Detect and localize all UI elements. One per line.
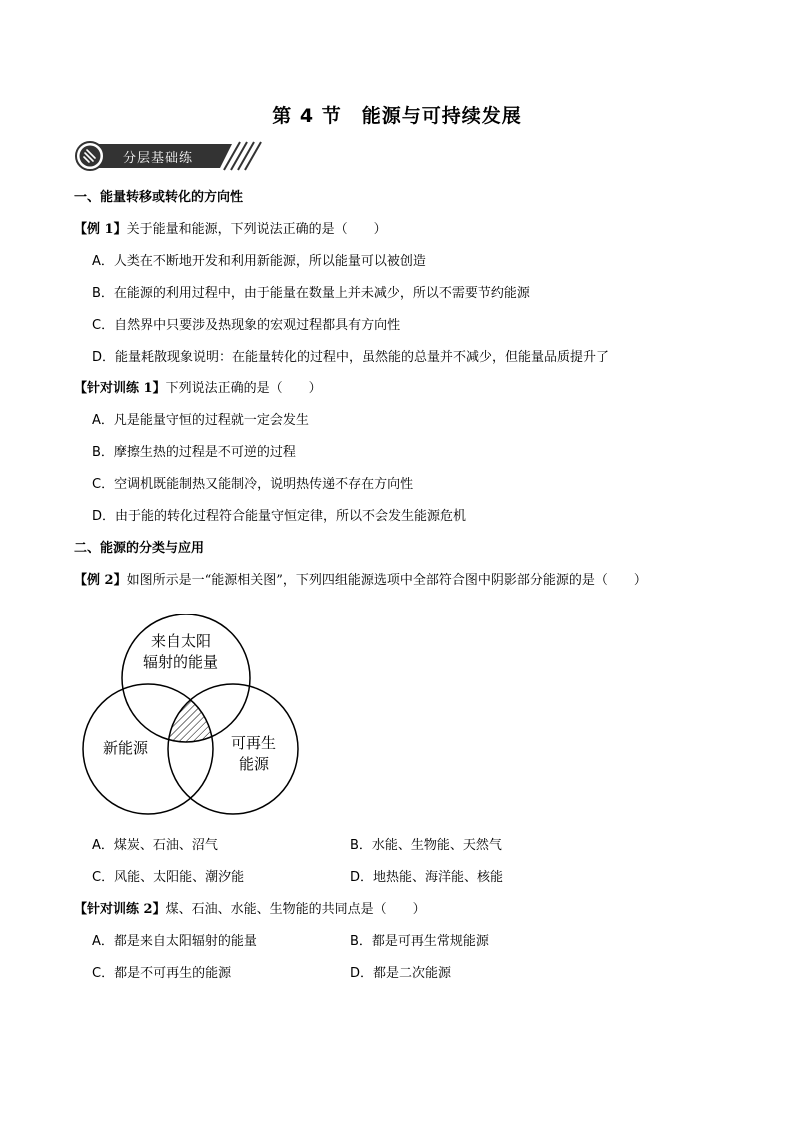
question-example-2 bbox=[74, 569, 647, 588]
venn-label-top-1: 来自太阳 bbox=[151, 632, 212, 650]
question-tag: 【例 2】 bbox=[74, 573, 127, 588]
question-stem: 煤、石油、水能、生物能的共同点是（ ） bbox=[165, 902, 426, 917]
option-c[interactable]: C．风能、太阳能、潮汐能 bbox=[92, 870, 245, 885]
venn-label-right-2: 能源 bbox=[239, 755, 270, 773]
venn-label-right-1: 可再生 bbox=[231, 734, 277, 752]
question-training-1 bbox=[74, 377, 322, 396]
section-heading-2: 二、能源的分类与应用 bbox=[74, 541, 205, 556]
venn-diagram bbox=[80, 614, 304, 816]
option-d[interactable]: D．地热能、海洋能、核能 bbox=[350, 870, 504, 885]
venn-label-top-2: 辐射的能量 bbox=[143, 653, 219, 671]
option-d[interactable]: D．都是二次能源 bbox=[350, 966, 452, 981]
option-a[interactable]: A．人类在不断地开发和利用新能源，所以能量可以被创造 bbox=[92, 254, 426, 269]
option-c[interactable]: C．都是不可再生的能源 bbox=[92, 966, 232, 981]
question-example-1 bbox=[74, 218, 387, 237]
question-stem: 如图所示是一“能源相关图”，下列四组能源选项中全部符合图中阴影部分能源的是（ ） bbox=[126, 573, 647, 588]
option-d[interactable]: D．能量耗散现象说明：在能量转化的过程中，虽然能的总量并不减少，但能量品质提升了 bbox=[92, 350, 610, 365]
question-tag: 【例 1】 bbox=[74, 222, 127, 237]
option-b[interactable]: B．摩擦生热的过程是不可逆的过程 bbox=[92, 445, 296, 460]
option-a[interactable]: A．都是来自太阳辐射的能量 bbox=[92, 934, 257, 949]
option-b[interactable]: B．在能源的利用过程中，由于能量在数量上并未减少，所以不需要节约能源 bbox=[92, 286, 530, 301]
option-b[interactable]: B．都是可再生常规能源 bbox=[350, 934, 489, 949]
question-tag: 【针对训练 2】 bbox=[74, 902, 166, 917]
question-training-2 bbox=[74, 898, 426, 917]
question-stem: 关于能量和能源，下列说法正确的是（ ） bbox=[126, 222, 387, 237]
option-c[interactable]: C．空调机既能制热又能制冷，说明热传递不存在方向性 bbox=[92, 477, 414, 492]
option-b[interactable]: B．水能、生物能、天然气 bbox=[350, 838, 502, 853]
option-d[interactable]: D．由于能的转化过程符合能量守恒定律，所以不会发生能源危机 bbox=[92, 509, 467, 524]
page-title: 第 4 节 能源与可持续发展 bbox=[272, 105, 522, 127]
option-c[interactable]: C．自然界中只要涉及热现象的宏观过程都具有方向性 bbox=[92, 318, 401, 333]
banner-label: 分层基础练 bbox=[123, 151, 194, 166]
question-tag: 【针对训练 1】 bbox=[74, 381, 166, 396]
question-stem: 下列说法正确的是（ ） bbox=[165, 381, 322, 396]
section-banner bbox=[74, 141, 264, 171]
section-heading-1: 一、能量转移或转化的方向性 bbox=[74, 190, 244, 205]
option-a[interactable]: A．煤炭、石油、沼气 bbox=[92, 838, 218, 853]
option-a[interactable]: A．凡是能量守恒的过程就一定会发生 bbox=[92, 413, 309, 428]
venn-label-left: 新能源 bbox=[103, 739, 149, 757]
